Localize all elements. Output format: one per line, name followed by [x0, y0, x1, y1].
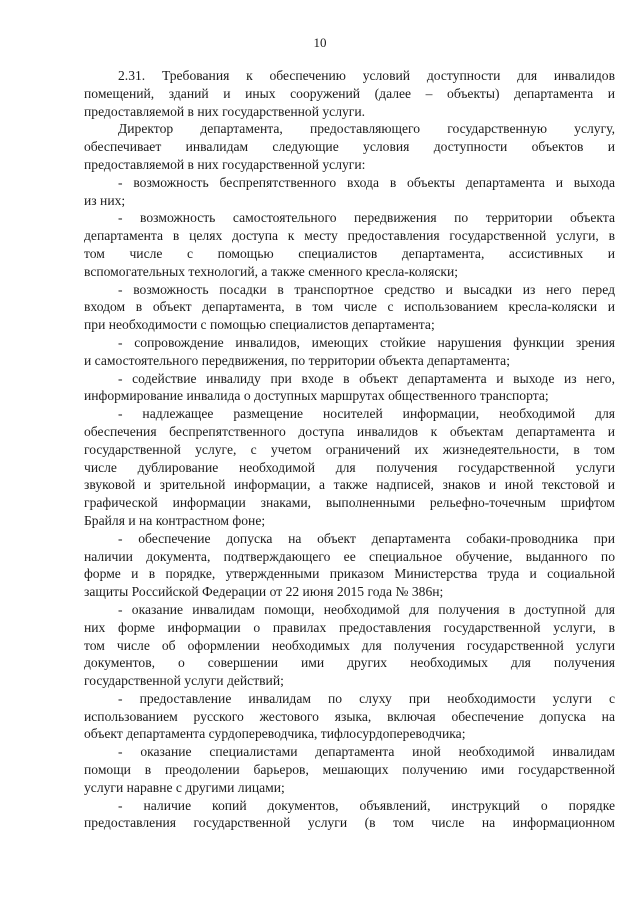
- text-line: информирование инвалида о доступных маршрутах общественного транспорта;: [84, 388, 549, 404]
- text-line: входом в объект департамента, в том числе с использованием кресла-коляски и: [84, 299, 615, 315]
- text-line: числе дублирование необходимой для получения государственной услуги: [84, 459, 615, 475]
- text-line: - обеспечение допуска на объект департамента собаки-проводника при: [118, 530, 615, 546]
- text-line: форме и в порядке, утвержденными приказом Министерства труда и социальной: [84, 566, 615, 582]
- text-line: - оказание инвалидам помощи, необходимой для получения в доступной для: [118, 601, 615, 617]
- text-line: помещений, зданий и иных сооружений (далее – объекты) департамента и: [84, 85, 615, 101]
- text-line: из них;: [84, 192, 126, 208]
- paragraph: [84, 601, 615, 690]
- text-line: - возможность посадки в транспортное средство и высадки из него перед: [118, 281, 615, 297]
- paragraph: [84, 281, 615, 334]
- paragraph: [84, 209, 615, 280]
- text-line: защиты Российской Федерации от 22 июня 2015 года № 386н;: [84, 584, 444, 600]
- text-line: объект департамента сурдопереводчика, тифлосурдопереводчика;: [84, 726, 466, 742]
- text-line: предоставления государственной услуги (в том числе на информационном: [84, 815, 615, 831]
- paragraph: [84, 370, 615, 406]
- text-line: помощи в преодолении барьеров, мешающих получению ими государственной: [84, 762, 615, 778]
- text-line: департамента в целях доступа к месту предоставления государственной услуги, в: [84, 228, 615, 244]
- text-line: обеспечения беспрепятственного доступа инвалидов к объектам департамента и: [84, 423, 615, 439]
- text-line: том числе об оформлении необходимых для получения государственной услуги: [84, 637, 615, 653]
- text-line: обеспечивает инвалидам следующие условия доступности объектов и: [84, 139, 615, 155]
- document-body: [84, 67, 615, 832]
- text-line: государственной услуге, с учетом ограничений их жизнедеятельности, в том: [84, 441, 615, 457]
- text-line: наличии документа, подтверждающего ее специальное обучение, выданного по: [84, 548, 615, 564]
- text-line: предоставляемой в них государственной услуги.: [84, 103, 366, 119]
- text-line: звуковой и зрительной информации, а также надписей, знаков и иной текстовой и: [84, 477, 615, 493]
- text-line: Директор департамента, предоставляющего государственную услугу,: [118, 121, 615, 137]
- paragraph: [84, 120, 615, 173]
- paragraph: [84, 743, 615, 796]
- paragraph: [84, 174, 615, 210]
- text-line: - возможность беспрепятственного входа в объекты департамента и выхода: [118, 174, 615, 190]
- text-line: при необходимости с помощью специалистов департамента;: [84, 317, 435, 333]
- text-line: и самостоятельного передвижения, по территории объекта департамента;: [84, 352, 510, 368]
- text-line: документов, о совершении ими других необходимых для получения: [84, 655, 615, 671]
- text-line: государственной услуги действий;: [84, 673, 284, 689]
- text-line: - надлежащее размещение носителей информации, необходимой для: [118, 406, 615, 422]
- text-line: Брайля и на контрастном фоне;: [84, 512, 266, 528]
- text-line: услуги наравне с другими лицами;: [84, 779, 285, 795]
- paragraph: [84, 797, 615, 833]
- page-number: 10: [313, 35, 327, 50]
- paragraph: [84, 405, 615, 530]
- text-line: - возможность самостоятельного передвижения по территории объекта: [118, 210, 615, 226]
- text-line: том числе с помощью специалистов департамента, ассистивных и: [84, 245, 615, 261]
- text-line: предоставляемой в них государственной услуги:: [84, 156, 366, 172]
- text-line: 2.31. Требования к обеспечению условий доступности для инвалидов: [118, 68, 615, 83]
- text-line: вспомогательных технологий, а также сменного кресла-коляски;: [84, 263, 459, 279]
- paragraph: [84, 67, 615, 120]
- paragraph: [84, 530, 615, 601]
- paragraph: [84, 334, 615, 370]
- text-line: них форме информации о правилах предоставления государственной услуги, в: [84, 619, 615, 635]
- paragraph: [84, 690, 615, 743]
- text-line: - предоставление инвалидам по слуху при необходимости услуги с: [118, 690, 615, 706]
- text-line: графической информации знаками, выполненными рельефно-точечным шрифтом: [84, 495, 615, 511]
- text-line: - сопровождение инвалидов, имеющих стойкие нарушения функции зрения: [118, 334, 615, 350]
- text-line: использованием русского жестового языка, включая обеспечение допуска на: [84, 708, 615, 724]
- text-line: - оказание специалистами департамента иной необходимой инвалидам: [118, 744, 615, 760]
- text-line: - содействие инвалиду при входе в объект департамента и выходе из него,: [118, 370, 615, 386]
- text-line: - наличие копий документов, объявлений, инструкций о порядке: [118, 797, 615, 813]
